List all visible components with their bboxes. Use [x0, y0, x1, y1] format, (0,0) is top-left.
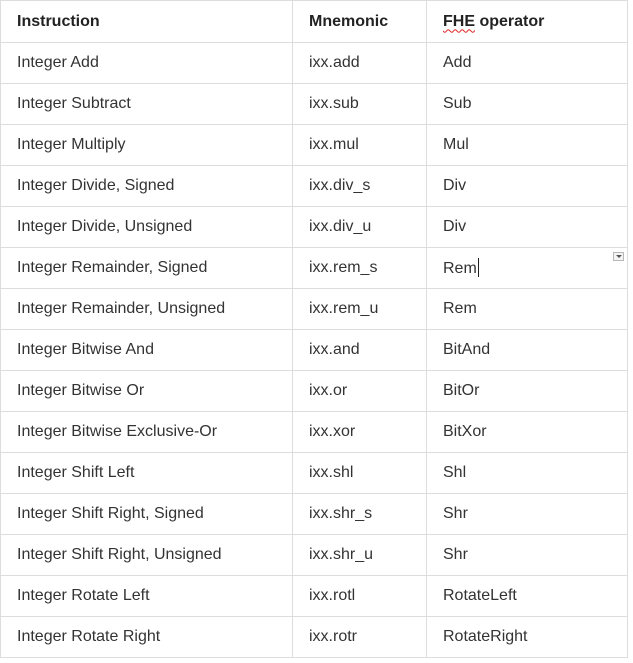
table-row	[1, 453, 628, 494]
cell-fhe-operator[interactable]: RotateRight	[427, 617, 628, 658]
cell-fhe-operator[interactable]: Shl	[427, 453, 628, 494]
cell-mnemonic[interactable]: ixx.xor	[293, 412, 427, 453]
cell-mnemonic[interactable]: ixx.shr_u	[293, 535, 427, 576]
table-row	[1, 125, 628, 166]
table-row	[1, 84, 628, 125]
cell-mnemonic[interactable]: ixx.rem_u	[293, 289, 427, 330]
cell-fhe-operator[interactable]: Mul	[427, 125, 628, 166]
cell-fhe-operator[interactable]: Add	[427, 43, 628, 84]
cell-fhe-operator[interactable]: Div	[427, 207, 628, 248]
cell-instruction[interactable]: Integer Subtract	[1, 84, 293, 125]
header-mnemonic[interactable]: Mnemonic	[293, 1, 427, 43]
cell-instruction[interactable]: Integer Multiply	[1, 125, 293, 166]
cell-instruction[interactable]: Integer Shift Right, Unsigned	[1, 535, 293, 576]
table-row	[1, 43, 628, 84]
cell-mnemonic[interactable]: ixx.rotr	[293, 617, 427, 658]
text-cursor	[478, 258, 479, 277]
cell-mnemonic[interactable]: ixx.mul	[293, 125, 427, 166]
table-row-active	[1, 248, 628, 289]
cell-mnemonic[interactable]: ixx.rem_s	[293, 248, 427, 289]
cell-instruction[interactable]: Integer Add	[1, 43, 293, 84]
header-fhe-operator[interactable]	[427, 1, 628, 43]
cell-mnemonic[interactable]: ixx.rotl	[293, 576, 427, 617]
header-instruction[interactable]: Instruction	[1, 1, 293, 43]
cell-instruction[interactable]: Integer Shift Right, Signed	[1, 494, 293, 535]
spellcheck-flagged-word: FHE	[443, 12, 475, 30]
cell-fhe-operator[interactable]: RotateLeft	[427, 576, 628, 617]
table-row	[1, 617, 628, 658]
cell-instruction[interactable]: Integer Divide, Signed	[1, 166, 293, 207]
cell-fhe-operator[interactable]: Shr	[427, 494, 628, 535]
cell-instruction[interactable]: Integer Bitwise Or	[1, 371, 293, 412]
cell-instruction[interactable]: Integer Bitwise And	[1, 330, 293, 371]
cell-fhe-operator[interactable]: Shr	[427, 535, 628, 576]
cell-mnemonic[interactable]: ixx.div_u	[293, 207, 427, 248]
cell-mnemonic[interactable]: ixx.add	[293, 43, 427, 84]
table-row	[1, 166, 628, 207]
cell-fhe-operator[interactable]: Rem	[427, 289, 628, 330]
cell-mnemonic[interactable]: ixx.sub	[293, 84, 427, 125]
cell-instruction[interactable]: Integer Divide, Unsigned	[1, 207, 293, 248]
cell-mnemonic[interactable]: ixx.and	[293, 330, 427, 371]
table-row	[1, 289, 628, 330]
table-row	[1, 494, 628, 535]
cell-instruction[interactable]: Integer Bitwise Exclusive-Or	[1, 412, 293, 453]
table-row	[1, 371, 628, 412]
header-fhe-operator-label: operator	[475, 12, 545, 30]
table-header-row	[1, 1, 628, 43]
table-row	[1, 412, 628, 453]
cell-dropdown-icon[interactable]	[613, 252, 624, 261]
cell-fhe-operator[interactable]: BitXor	[427, 412, 628, 453]
cell-fhe-operator-value: Rem	[443, 260, 477, 277]
cell-instruction[interactable]: Integer Remainder, Unsigned	[1, 289, 293, 330]
cell-mnemonic[interactable]: ixx.shl	[293, 453, 427, 494]
cell-mnemonic[interactable]: ixx.div_s	[293, 166, 427, 207]
cell-instruction[interactable]: Integer Rotate Left	[1, 576, 293, 617]
cell-fhe-operator[interactable]: Sub	[427, 84, 628, 125]
table-row	[1, 576, 628, 617]
table-row	[1, 330, 628, 371]
cell-fhe-operator-editing[interactable]	[427, 248, 628, 289]
cell-instruction[interactable]: Integer Remainder, Signed	[1, 248, 293, 289]
cell-instruction[interactable]: Integer Rotate Right	[1, 617, 293, 658]
table-row	[1, 207, 628, 248]
cell-mnemonic[interactable]: ixx.or	[293, 371, 427, 412]
cell-fhe-operator[interactable]: Div	[427, 166, 628, 207]
table-row	[1, 535, 628, 576]
cell-fhe-operator[interactable]: BitAnd	[427, 330, 628, 371]
cell-fhe-operator[interactable]: BitOr	[427, 371, 628, 412]
cell-instruction[interactable]: Integer Shift Left	[1, 453, 293, 494]
cell-mnemonic[interactable]: ixx.shr_s	[293, 494, 427, 535]
